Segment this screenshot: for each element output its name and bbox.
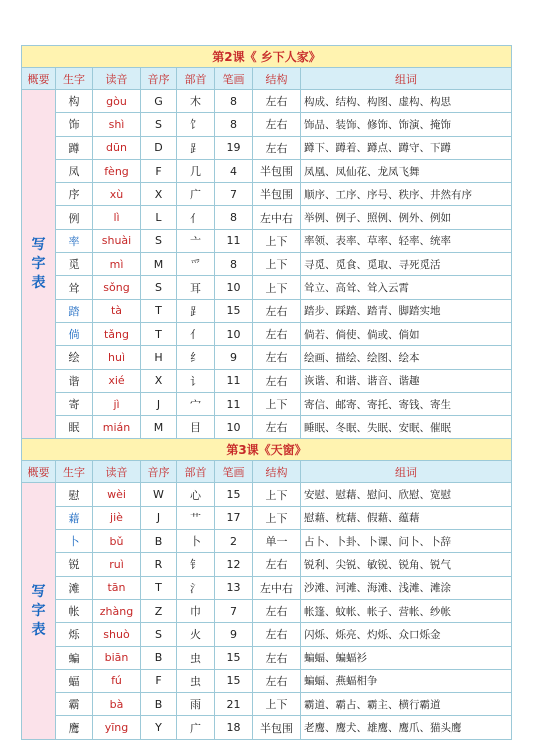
table-row bbox=[22, 506, 512, 529]
strokes-cell: 9 bbox=[215, 623, 253, 646]
words-cell: 慰藉、枕藉、假藉、蕴藉 bbox=[301, 506, 512, 529]
pinyin-cell: yīng bbox=[93, 716, 141, 739]
strokes-cell: 4 bbox=[215, 159, 253, 182]
radical-cell: 心 bbox=[177, 483, 215, 506]
table-row bbox=[22, 113, 512, 136]
words-cell: 率领、表率、草率、轻率、统率 bbox=[301, 229, 512, 252]
letter-cell: S bbox=[141, 276, 177, 299]
column-header: 生字 bbox=[56, 461, 93, 483]
strokes-cell: 8 bbox=[215, 90, 253, 113]
strokes-cell: 18 bbox=[215, 716, 253, 739]
letter-cell: M bbox=[141, 253, 177, 276]
table-body bbox=[22, 46, 512, 740]
table-row bbox=[22, 623, 512, 646]
table-row bbox=[22, 483, 512, 506]
words-cell: 帐篷、蚊帐、帐子、营帐、纱帐 bbox=[301, 599, 512, 622]
character-cell: 倘 bbox=[56, 322, 93, 345]
letter-cell: X bbox=[141, 183, 177, 206]
column-header: 概要 bbox=[22, 461, 56, 483]
structure-cell: 左右 bbox=[253, 669, 301, 692]
words-cell: 占卜、卜卦、卜课、问卜、卜辞 bbox=[301, 530, 512, 553]
words-cell: 顺序、工序、序号、秩序、井然有序 bbox=[301, 183, 512, 206]
table-row bbox=[22, 90, 512, 113]
words-cell: 凤凰、凤仙花、龙凤飞舞 bbox=[301, 159, 512, 182]
words-cell: 举例、例子、照例、例外、例如 bbox=[301, 206, 512, 229]
column-header: 部首 bbox=[177, 461, 215, 483]
strokes-cell: 15 bbox=[215, 299, 253, 322]
radical-cell: 目 bbox=[177, 416, 215, 439]
structure-cell: 上下 bbox=[253, 229, 301, 252]
letter-cell: B bbox=[141, 646, 177, 669]
character-cell: 踏 bbox=[56, 299, 93, 322]
pinyin-cell: dūn bbox=[93, 136, 141, 159]
table-row bbox=[22, 599, 512, 622]
radical-cell: 讠 bbox=[177, 369, 215, 392]
table-row bbox=[22, 253, 512, 276]
character-cell: 帐 bbox=[56, 599, 93, 622]
radical-cell: ⻊ bbox=[177, 136, 215, 159]
column-header: 音序 bbox=[141, 461, 177, 483]
pinyin-cell: xù bbox=[93, 183, 141, 206]
words-cell: 霸道、霸占、霸主、横行霸道 bbox=[301, 693, 512, 716]
words-cell: 蝙蝠、蝙蝠衫 bbox=[301, 646, 512, 669]
radical-cell: 巾 bbox=[177, 599, 215, 622]
radical-cell: 爫 bbox=[177, 253, 215, 276]
radical-cell: 广 bbox=[177, 183, 215, 206]
words-cell: 老鹰、鹰犬、雄鹰、鹰爪、猫头鹰 bbox=[301, 716, 512, 739]
pinyin-cell: mì bbox=[93, 253, 141, 276]
structure-cell: 半包围 bbox=[253, 183, 301, 206]
character-cell: 饰 bbox=[56, 113, 93, 136]
table-row bbox=[22, 159, 512, 182]
column-header: 笔画 bbox=[215, 461, 253, 483]
pinyin-cell: ruì bbox=[93, 553, 141, 576]
pinyin-cell: tà bbox=[93, 299, 141, 322]
structure-cell: 左右 bbox=[253, 553, 301, 576]
lesson-title: 第2课《 乡下人家》 bbox=[22, 46, 512, 68]
column-header: 读音 bbox=[93, 68, 141, 90]
character-cell: 构 bbox=[56, 90, 93, 113]
words-cell: 睡眠、冬眠、失眠、安眠、催眠 bbox=[301, 416, 512, 439]
radical-cell: 广 bbox=[177, 716, 215, 739]
strokes-cell: 10 bbox=[215, 322, 253, 345]
table-row bbox=[22, 346, 512, 369]
strokes-cell: 19 bbox=[215, 136, 253, 159]
table-row bbox=[22, 392, 512, 415]
letter-cell: J bbox=[141, 392, 177, 415]
structure-cell: 半包围 bbox=[253, 159, 301, 182]
words-cell: 安慰、慰藉、慰问、欣慰、宽慰 bbox=[301, 483, 512, 506]
strokes-cell: 13 bbox=[215, 576, 253, 599]
table-row bbox=[22, 530, 512, 553]
letter-cell: L bbox=[141, 206, 177, 229]
column-header-row bbox=[22, 68, 512, 90]
letter-cell: D bbox=[141, 136, 177, 159]
summary-cell bbox=[22, 90, 56, 439]
table-row bbox=[22, 553, 512, 576]
character-cell: 滩 bbox=[56, 576, 93, 599]
pinyin-cell: huì bbox=[93, 346, 141, 369]
table-row bbox=[22, 416, 512, 439]
letter-cell: F bbox=[141, 669, 177, 692]
structure-cell: 左中右 bbox=[253, 206, 301, 229]
character-cell: 觅 bbox=[56, 253, 93, 276]
character-cell: 蝠 bbox=[56, 669, 93, 692]
structure-cell: 上下 bbox=[253, 392, 301, 415]
words-cell: 构成、结构、构图、虚构、构思 bbox=[301, 90, 512, 113]
words-cell: 踏步、踩踏、踏青、脚踏实地 bbox=[301, 299, 512, 322]
table-row bbox=[22, 646, 512, 669]
radical-cell: 虫 bbox=[177, 669, 215, 692]
table-row bbox=[22, 299, 512, 322]
letter-cell: S bbox=[141, 229, 177, 252]
words-cell: 寻觅、觅食、觅取、寻死觅活 bbox=[301, 253, 512, 276]
character-sheet bbox=[21, 45, 511, 740]
column-header: 组词 bbox=[301, 68, 512, 90]
radical-cell: 亻 bbox=[177, 206, 215, 229]
summary-label: 写字表 bbox=[31, 236, 46, 291]
words-cell: 耸立、高耸、耸入云霄 bbox=[301, 276, 512, 299]
letter-cell: J bbox=[141, 506, 177, 529]
character-cell: 藉 bbox=[56, 506, 93, 529]
radical-cell: 卜 bbox=[177, 530, 215, 553]
pinyin-cell: bà bbox=[93, 693, 141, 716]
pinyin-cell: xié bbox=[93, 369, 141, 392]
structure-cell: 左右 bbox=[253, 623, 301, 646]
table-row bbox=[22, 229, 512, 252]
structure-cell: 上下 bbox=[253, 693, 301, 716]
column-header: 概要 bbox=[22, 68, 56, 90]
radical-cell: ⻊ bbox=[177, 299, 215, 322]
words-cell: 倘若、倘使、倘或、倘如 bbox=[301, 322, 512, 345]
letter-cell: Y bbox=[141, 716, 177, 739]
character-table bbox=[21, 45, 512, 740]
pinyin-cell: mián bbox=[93, 416, 141, 439]
column-header-row bbox=[22, 461, 512, 483]
table-row bbox=[22, 576, 512, 599]
structure-cell: 左右 bbox=[253, 346, 301, 369]
structure-cell: 左中右 bbox=[253, 576, 301, 599]
radical-cell: 宀 bbox=[177, 392, 215, 415]
strokes-cell: 2 bbox=[215, 530, 253, 553]
letter-cell: B bbox=[141, 530, 177, 553]
words-cell: 诙谐、和谐、谐音、谐趣 bbox=[301, 369, 512, 392]
pinyin-cell: shuài bbox=[93, 229, 141, 252]
table-row bbox=[22, 716, 512, 739]
character-cell: 谐 bbox=[56, 369, 93, 392]
pinyin-cell: sǒng bbox=[93, 276, 141, 299]
column-header: 部首 bbox=[177, 68, 215, 90]
summary-cell bbox=[22, 483, 56, 739]
radical-cell: 艹 bbox=[177, 506, 215, 529]
character-cell: 凤 bbox=[56, 159, 93, 182]
pinyin-cell: jiè bbox=[93, 506, 141, 529]
column-header: 笔画 bbox=[215, 68, 253, 90]
letter-cell: T bbox=[141, 576, 177, 599]
character-cell: 蝙 bbox=[56, 646, 93, 669]
letter-cell: M bbox=[141, 416, 177, 439]
strokes-cell: 8 bbox=[215, 206, 253, 229]
table-row bbox=[22, 669, 512, 692]
lesson-title: 第3课《天窗》 bbox=[22, 439, 512, 461]
lesson-title-row bbox=[22, 439, 512, 461]
letter-cell: T bbox=[141, 299, 177, 322]
structure-cell: 左右 bbox=[253, 369, 301, 392]
radical-cell: 亠 bbox=[177, 229, 215, 252]
strokes-cell: 11 bbox=[215, 369, 253, 392]
strokes-cell: 7 bbox=[215, 599, 253, 622]
radical-cell: 饣 bbox=[177, 113, 215, 136]
radical-cell: 几 bbox=[177, 159, 215, 182]
letter-cell: T bbox=[141, 322, 177, 345]
letter-cell: R bbox=[141, 553, 177, 576]
pinyin-cell: jì bbox=[93, 392, 141, 415]
words-cell: 饰品、装饰、修饰、饰演、掩饰 bbox=[301, 113, 512, 136]
strokes-cell: 15 bbox=[215, 646, 253, 669]
letter-cell: B bbox=[141, 693, 177, 716]
structure-cell: 左右 bbox=[253, 299, 301, 322]
words-cell: 绘画、描绘、绘图、绘本 bbox=[301, 346, 512, 369]
pinyin-cell: shì bbox=[93, 113, 141, 136]
character-cell: 例 bbox=[56, 206, 93, 229]
strokes-cell: 12 bbox=[215, 553, 253, 576]
pinyin-cell: tǎng bbox=[93, 322, 141, 345]
letter-cell: Z bbox=[141, 599, 177, 622]
structure-cell: 左右 bbox=[253, 90, 301, 113]
structure-cell: 上下 bbox=[253, 276, 301, 299]
words-cell: 锐利、尖锐、敏锐、锐角、锐气 bbox=[301, 553, 512, 576]
letter-cell: S bbox=[141, 113, 177, 136]
structure-cell: 左右 bbox=[253, 416, 301, 439]
strokes-cell: 21 bbox=[215, 693, 253, 716]
radical-cell: 木 bbox=[177, 90, 215, 113]
character-cell: 卜 bbox=[56, 530, 93, 553]
radical-cell: 亻 bbox=[177, 322, 215, 345]
pinyin-cell: zhàng bbox=[93, 599, 141, 622]
character-cell: 烁 bbox=[56, 623, 93, 646]
table-row bbox=[22, 183, 512, 206]
radical-cell: 火 bbox=[177, 623, 215, 646]
column-header: 结构 bbox=[253, 68, 301, 90]
letter-cell: X bbox=[141, 369, 177, 392]
strokes-cell: 10 bbox=[215, 416, 253, 439]
pinyin-cell: gòu bbox=[93, 90, 141, 113]
table-row bbox=[22, 322, 512, 345]
structure-cell: 左右 bbox=[253, 136, 301, 159]
structure-cell: 上下 bbox=[253, 506, 301, 529]
table-row bbox=[22, 136, 512, 159]
structure-cell: 左右 bbox=[253, 599, 301, 622]
character-cell: 慰 bbox=[56, 483, 93, 506]
character-cell: 鹰 bbox=[56, 716, 93, 739]
structure-cell: 左右 bbox=[253, 646, 301, 669]
lesson-title-row bbox=[22, 46, 512, 68]
letter-cell: W bbox=[141, 483, 177, 506]
character-cell: 率 bbox=[56, 229, 93, 252]
structure-cell: 半包围 bbox=[253, 716, 301, 739]
letter-cell: F bbox=[141, 159, 177, 182]
summary-label: 写字表 bbox=[31, 583, 46, 638]
pinyin-cell: lì bbox=[93, 206, 141, 229]
pinyin-cell: fèng bbox=[93, 159, 141, 182]
pinyin-cell: fú bbox=[93, 669, 141, 692]
character-cell: 霸 bbox=[56, 693, 93, 716]
letter-cell: G bbox=[141, 90, 177, 113]
radical-cell: 钅 bbox=[177, 553, 215, 576]
strokes-cell: 8 bbox=[215, 253, 253, 276]
words-cell: 沙滩、河滩、海滩、浅滩、滩涂 bbox=[301, 576, 512, 599]
strokes-cell: 15 bbox=[215, 669, 253, 692]
pinyin-cell: shuò bbox=[93, 623, 141, 646]
column-header: 组词 bbox=[301, 461, 512, 483]
structure-cell: 左右 bbox=[253, 322, 301, 345]
structure-cell: 左右 bbox=[253, 113, 301, 136]
column-header: 读音 bbox=[93, 461, 141, 483]
table-row bbox=[22, 369, 512, 392]
strokes-cell: 17 bbox=[215, 506, 253, 529]
letter-cell: H bbox=[141, 346, 177, 369]
table-row bbox=[22, 693, 512, 716]
structure-cell: 单一 bbox=[253, 530, 301, 553]
table-row bbox=[22, 276, 512, 299]
strokes-cell: 7 bbox=[215, 183, 253, 206]
strokes-cell: 10 bbox=[215, 276, 253, 299]
strokes-cell: 15 bbox=[215, 483, 253, 506]
pinyin-cell: bǔ bbox=[93, 530, 141, 553]
words-cell: 寄信、邮寄、寄托、寄钱、寄生 bbox=[301, 392, 512, 415]
character-cell: 耸 bbox=[56, 276, 93, 299]
letter-cell: S bbox=[141, 623, 177, 646]
structure-cell: 上下 bbox=[253, 253, 301, 276]
radical-cell: 纟 bbox=[177, 346, 215, 369]
radical-cell: 雨 bbox=[177, 693, 215, 716]
words-cell: 闪烁、烁亮、灼烁、众口烁金 bbox=[301, 623, 512, 646]
pinyin-cell: biān bbox=[93, 646, 141, 669]
character-cell: 序 bbox=[56, 183, 93, 206]
character-cell: 蹲 bbox=[56, 136, 93, 159]
table-row bbox=[22, 206, 512, 229]
character-cell: 锐 bbox=[56, 553, 93, 576]
pinyin-cell: wèi bbox=[93, 483, 141, 506]
structure-cell: 上下 bbox=[253, 483, 301, 506]
character-cell: 绘 bbox=[56, 346, 93, 369]
character-cell: 寄 bbox=[56, 392, 93, 415]
words-cell: 蝙蝠、燕蝠相争 bbox=[301, 669, 512, 692]
strokes-cell: 11 bbox=[215, 229, 253, 252]
radical-cell: 耳 bbox=[177, 276, 215, 299]
column-header: 结构 bbox=[253, 461, 301, 483]
words-cell: 蹲下、蹲着、蹲点、蹲守、下蹲 bbox=[301, 136, 512, 159]
character-cell: 眠 bbox=[56, 416, 93, 439]
strokes-cell: 8 bbox=[215, 113, 253, 136]
pinyin-cell: tān bbox=[93, 576, 141, 599]
strokes-cell: 9 bbox=[215, 346, 253, 369]
column-header: 生字 bbox=[56, 68, 93, 90]
column-header: 音序 bbox=[141, 68, 177, 90]
strokes-cell: 11 bbox=[215, 392, 253, 415]
radical-cell: 虫 bbox=[177, 646, 215, 669]
radical-cell: 氵 bbox=[177, 576, 215, 599]
